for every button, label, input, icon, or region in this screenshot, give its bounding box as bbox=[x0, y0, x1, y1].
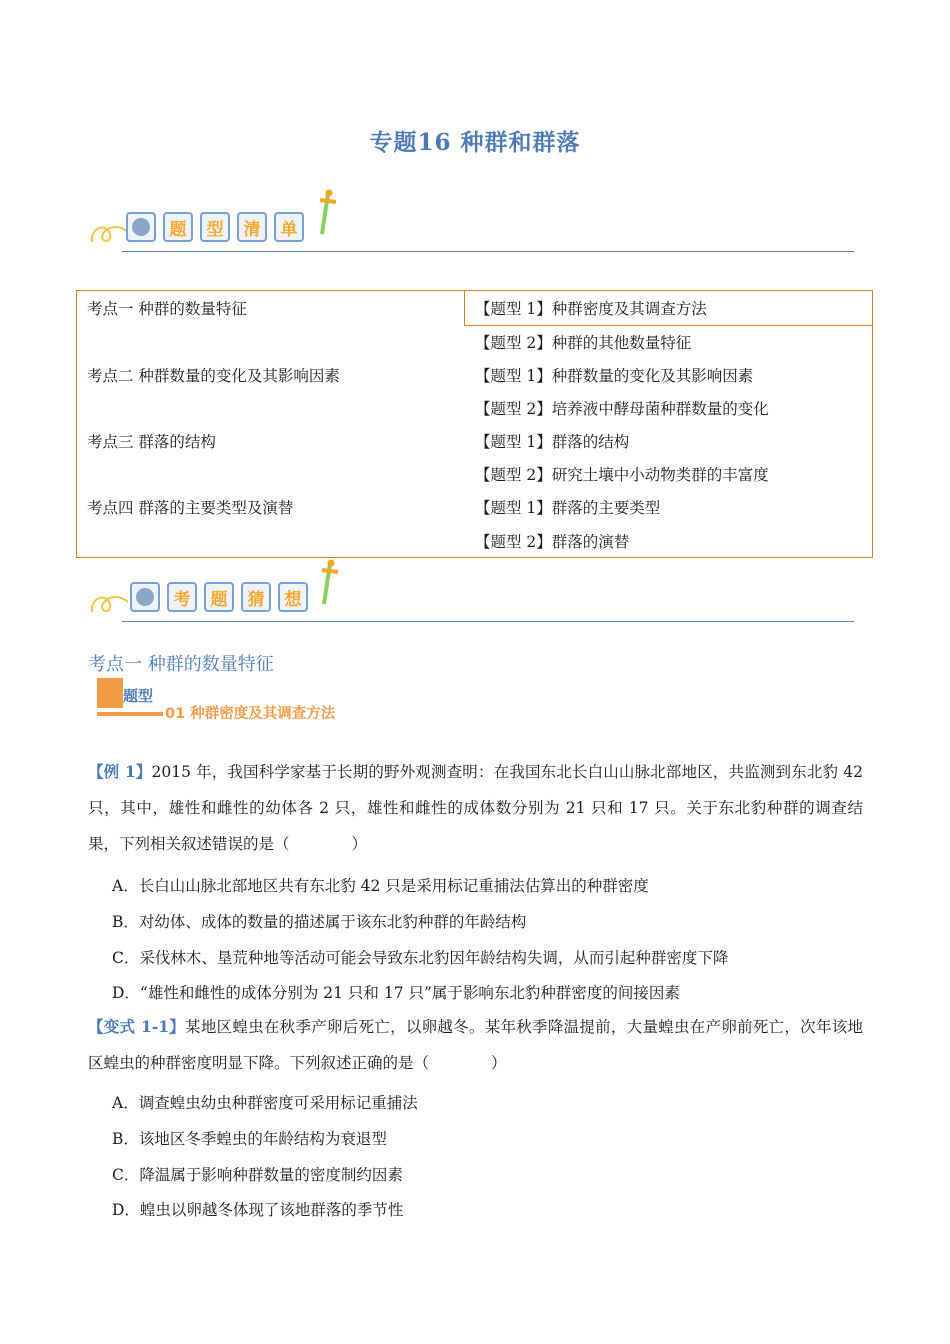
option-b: B．该地区冬季蝗虫的年龄结构为衰退型 bbox=[112, 1130, 387, 1148]
swirl-decoration-icon bbox=[88, 578, 132, 618]
toc-type: 【题型 1】群落的结构 bbox=[475, 433, 630, 451]
banner-tile: 题 bbox=[204, 582, 234, 612]
toc-type: 【题型 1】种群密度及其调查方法 bbox=[475, 300, 707, 318]
question-tag: 【例 1】 bbox=[88, 762, 152, 781]
question-text: 某地区蝗虫在秋季产卵后死亡，以卵越冬。某年秋季降温提前，大量蝗虫在产卵前死亡，次年该地区蝗虫的种群密度明显下降。下列叙述正确的是（ ） bbox=[88, 1018, 863, 1072]
section-heading: 考点一 种群的数量特征 bbox=[88, 654, 274, 675]
toc-type: 【题型 1】群落的主要类型 bbox=[475, 499, 661, 517]
tag-square-icon bbox=[97, 678, 123, 708]
tag-underline bbox=[97, 712, 163, 716]
page-title: 专题16 种群和群落 bbox=[369, 129, 581, 156]
toc-type: 【题型 1】种群数量的变化及其影响因素 bbox=[475, 367, 754, 385]
topic-table bbox=[76, 290, 873, 558]
question-2-stem bbox=[88, 1009, 863, 1081]
option-c: C．降温属于影响种群数量的密度制约因素 bbox=[112, 1166, 403, 1184]
banner-tile: 单 bbox=[274, 212, 304, 242]
question-tag: 【变式 1-1】 bbox=[88, 1017, 186, 1036]
option-a: A．长白山山脉北部地区共有东北豹 42 只是采用标记重捕法估算出的种群密度 bbox=[112, 877, 649, 895]
option-d: D．蝗虫以卵越冬体现了该地群落的季节性 bbox=[112, 1201, 404, 1219]
number-badge-icon bbox=[130, 582, 160, 612]
banner-divider bbox=[122, 251, 854, 252]
question-1-stem bbox=[88, 754, 863, 862]
toc-type: 【题型 2】种群的其他数量特征 bbox=[475, 334, 692, 352]
option-b: B．对幼体、成体的数量的描述属于该东北豹种群的年龄结构 bbox=[112, 913, 527, 931]
section-banner-predictions bbox=[88, 566, 854, 626]
toc-topic: 考点一 种群的数量特征 bbox=[87, 300, 247, 318]
banner-tile: 想 bbox=[278, 582, 308, 612]
banner-tile: 型 bbox=[200, 212, 230, 242]
banner-tile: 题 bbox=[163, 212, 193, 242]
banner-tile: 考 bbox=[167, 582, 197, 612]
toc-topic: 考点四 群落的主要类型及演替 bbox=[87, 499, 294, 517]
option-c: C．采伐林木、垦荒种地等活动可能会导致东北豹因年龄结构失调，从而引起种群密度下降 bbox=[112, 949, 729, 967]
banner-tile: 猜 bbox=[241, 582, 271, 612]
banner-tile: 清 bbox=[237, 212, 267, 242]
tag-name: 01 种群密度及其调查方法 bbox=[165, 706, 336, 722]
section-banner-topic-list bbox=[88, 196, 854, 256]
option-d: D．“雄性和雌性的成体分别为 21 只和 17 只”属于影响东北豹种群密度的间接因素 bbox=[112, 984, 680, 1002]
pencil-decoration-icon bbox=[314, 188, 344, 238]
toc-type: 【题型 2】研究土壤中小动物类群的丰富度 bbox=[475, 466, 769, 484]
question-text: 2015 年，我国科学家基于长期的野外观测查明：在我国东北长白山山脉北部地区，共监测到东北豹 42 只，其中，雄性和雌性的幼体各 2 只，雄性和雌性的成体数分别为 21 只和 17 只。关于东北豹种群的调查结果，下列相关叙述错误的是（ ） bbox=[88, 763, 863, 853]
toc-topic: 考点二 种群数量的变化及其影响因素 bbox=[87, 367, 340, 385]
number-badge-icon bbox=[126, 212, 156, 242]
pencil-decoration-icon bbox=[316, 558, 346, 608]
tag-label: 题型 bbox=[123, 687, 154, 705]
toc-type: 【题型 2】培养液中酵母菌种群数量的变化 bbox=[475, 400, 769, 418]
toc-type: 【题型 2】群落的演替 bbox=[475, 533, 630, 551]
question-type-tag bbox=[97, 678, 357, 720]
banner-divider bbox=[122, 621, 854, 622]
option-a: A．调查蝗虫幼虫种群密度可采用标记重捕法 bbox=[112, 1094, 418, 1112]
toc-topic: 考点三 群落的结构 bbox=[87, 433, 216, 451]
